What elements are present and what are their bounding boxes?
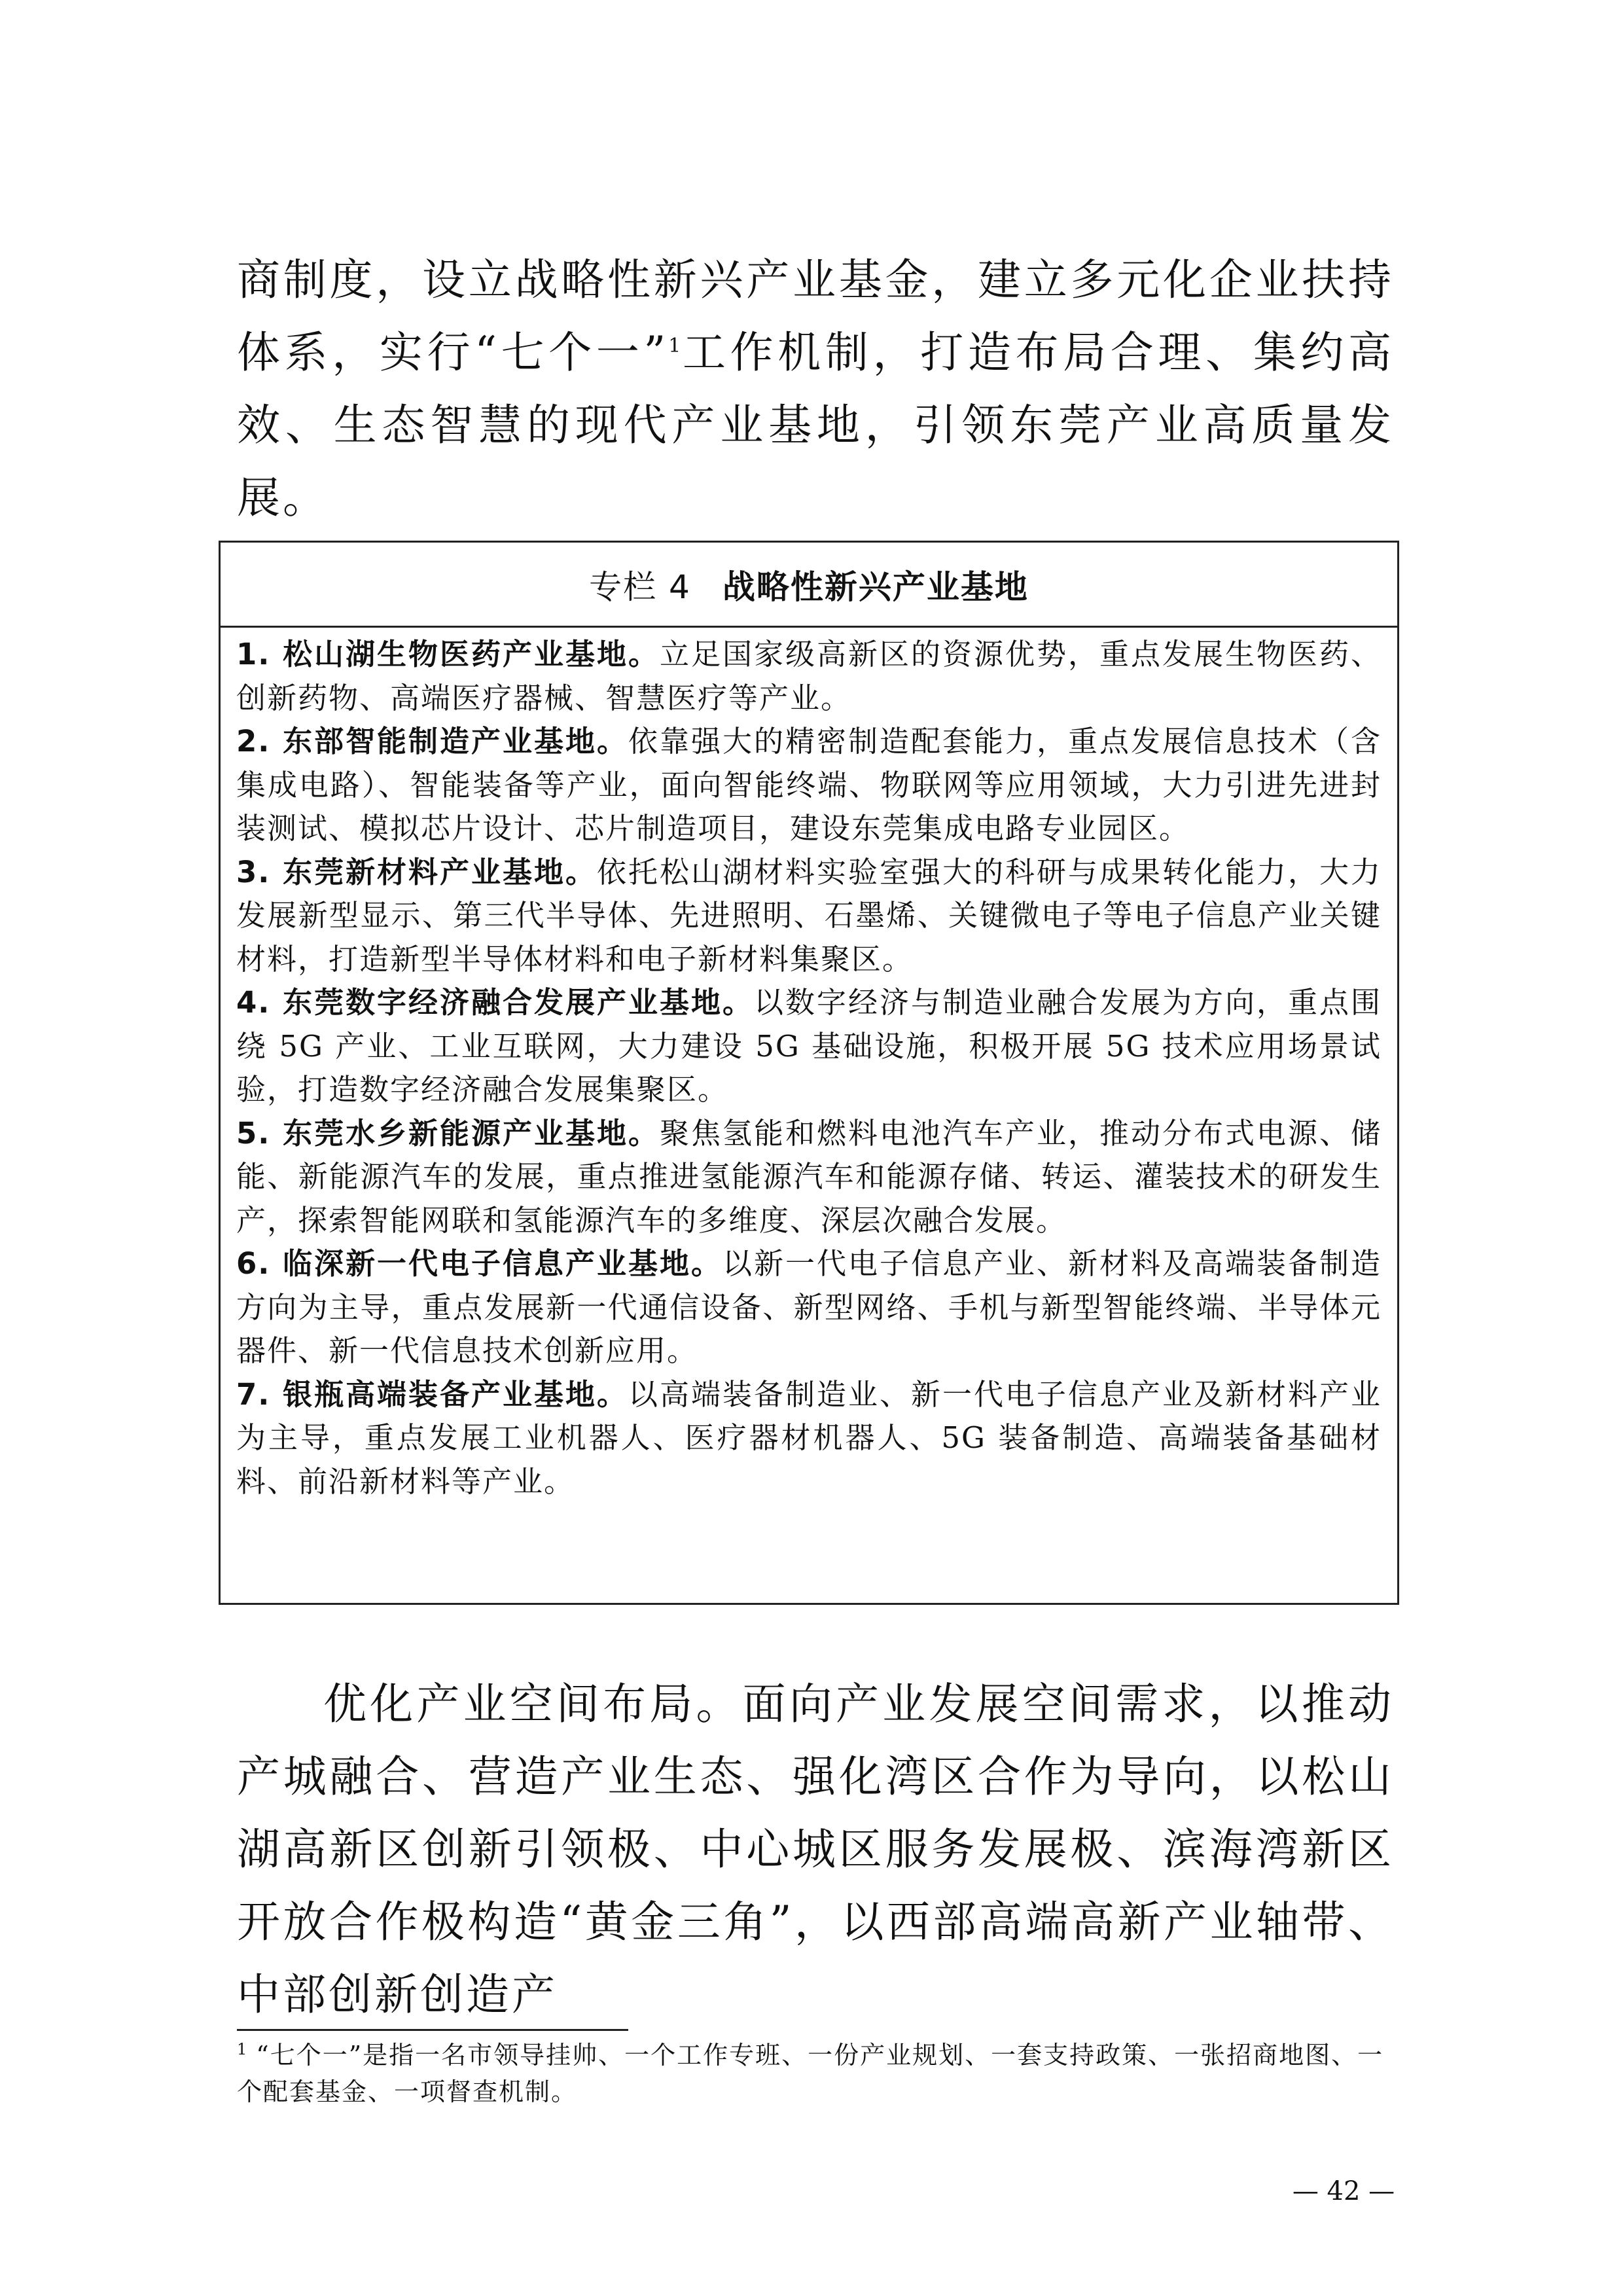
panel-item-body: 以新一代电子信息产业、新材料及高端装备制造方向为主导，重点发展新一代通信设备、新型网络、手机与新型智能终端、半导体元器件、新一代信息技术创新应用。 [236,1246,1382,1368]
footnote [237,2037,1394,2110]
panel-item [236,851,1382,982]
panel-number: 专栏 4 [589,567,691,606]
top-paragraph [237,243,1394,534]
top-paragraph-text-before: 商制度，设立战略性新兴产业基金，建立多元化企业扶持体系，实行“七个一” [237,255,1394,378]
footnote-divider [237,2029,628,2031]
panel-item-body: 以数字经济与制造业融合发展为方向，重点围绕 5G 产业、工业互联网，大力建设 5G 基础设施，积极开展 5G 技术应用场景试验，打造数字经济融合发展集聚区。 [236,985,1382,1107]
panel-item [236,720,1382,851]
panel-item-list [221,628,1397,1503]
panel-item-heading: 5. 东莞水乡新能源产业基地。 [236,1115,660,1151]
panel-item [236,633,1382,720]
panel-item-body: 依托松山湖材料实验室强大的科研与成果转化能力，大力发展新型显示、第三代半导体、先进照明、石墨烯、关键微电子等电子信息产业关键材料，打造新型半导体材料和电子新材料集聚区。 [236,854,1382,977]
panel-item-body: 以高端装备制造业、新一代电子信息产业及新材料产业为主导，重点发展工业机器人、医疗器材机器人、5G 装备制造、高端装备基础材料、前沿新材料等产业。 [236,1376,1382,1499]
footnote-marker: 1 [237,2040,249,2059]
panel-item-heading: 2. 东部智能制造产业基地。 [236,724,629,759]
panel-item-body: 依靠强大的精密制造配套能力，重点发展信息技术（含集成电路）、智能装备等产业，面向智能终端、物联网等应用领域，大力引进先进封装测试、模拟芯片设计、芯片制造项目，建设东莞集成电路专业园区。 [236,724,1382,846]
page-number: — 42 — [1292,2176,1395,2206]
panel-title [221,543,1397,628]
bottom-paragraph [237,1668,1394,2031]
panel-item-heading: 3. 东莞新材料产业基地。 [236,854,597,889]
panel-item-heading: 7. 银瓶高端装备产业基地。 [236,1376,629,1412]
panel-item [236,1373,1382,1504]
panel-heading: 战略性新兴产业基地 [722,567,1029,606]
footnote-text: “七个一”是指一名市领导挂帅、一个工作专班、一份产业规划、一套支持政策、一张招商地图、一个配套基金、一项督查机制。 [237,2041,1384,2106]
panel-item [236,1242,1382,1373]
panel-item-heading: 1. 松山湖生物医药产业基地。 [236,637,660,672]
sidebar-panel [219,541,1399,1605]
panel-item-heading: 4. 东莞数字经济融合发展产业基地。 [236,985,755,1020]
footnote-reference[interactable]: 1 [668,334,681,357]
panel-item-body: 立足国家级高新区的资源优势，重点发展生物医药、创新药物、高端医疗器械、智慧医疗等产业。 [236,637,1382,715]
bottom-paragraph-lead: 优化产业空间布局。 [323,1679,743,1729]
panel-item-heading: 6. 临深新一代电子信息产业基地。 [236,1246,723,1281]
bottom-paragraph-body: 面向产业发展空间需求，以推动产城融合、营造产业生态、强化湾区合作为导向，以松山湖高新区创新引领极、中心城区服务发展极、滨海湾新区开放合作极构造“黄金三角”，以西部高端高新产业轴带、中部创新创造产 [237,1679,1395,2020]
panel-item [236,1112,1382,1243]
panel-item [236,981,1382,1112]
panel-item-body: 聚焦氢能和燃料电池汽车产业，推动分布式电源、储能、新能源汽车的发展，重点推进氢能源汽车和能源存储、转运、灌装技术的研发生产，探索智能网联和氢能源汽车的多维度、深层次融合发展。 [236,1115,1382,1238]
top-paragraph-text-after: 工作机制，打造布局合理、集约高效、生态智慧的现代产业基地，引领东莞产业高质量发展。 [237,327,1394,523]
